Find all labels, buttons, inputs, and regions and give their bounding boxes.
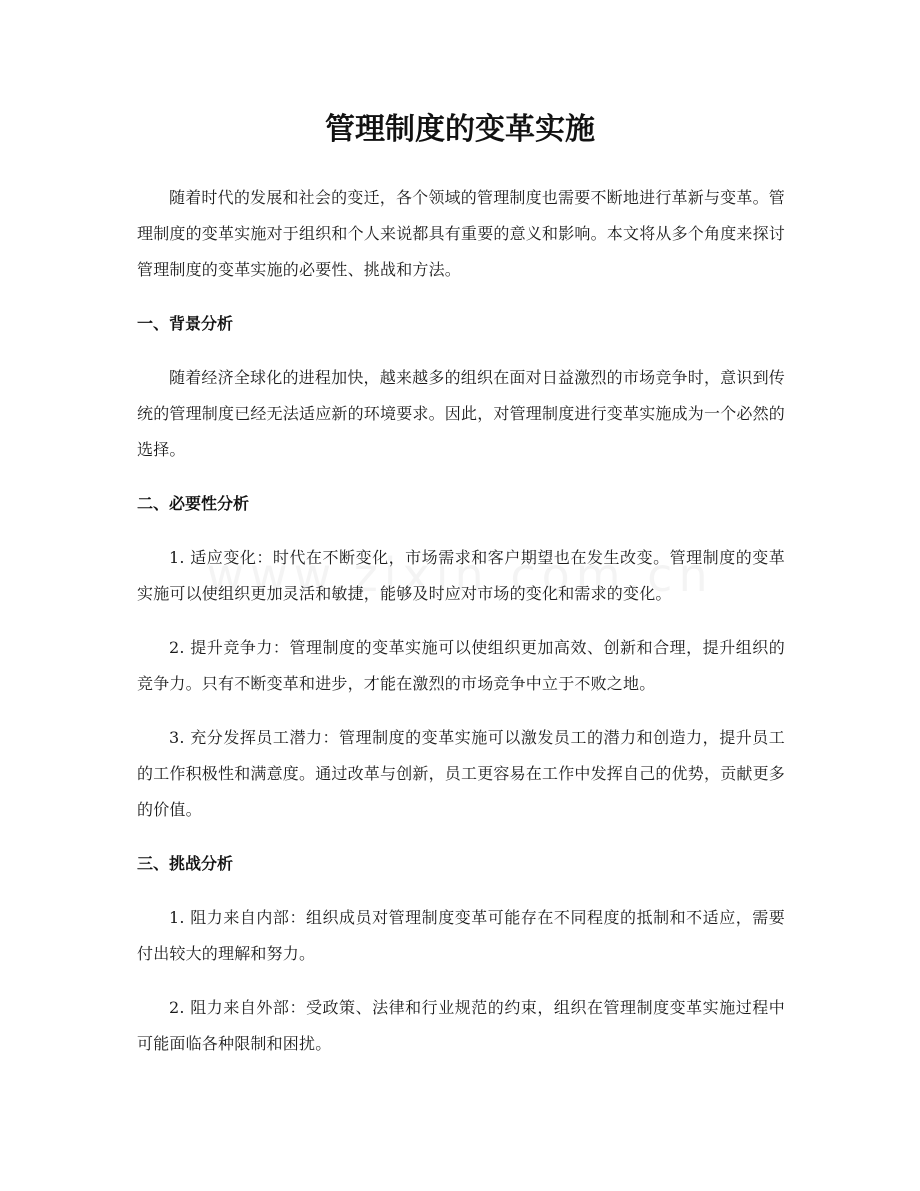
page-title: 管理制度的变革实施 xyxy=(325,112,595,147)
section-background xyxy=(137,306,785,468)
intro-paragraph: 随着时代的发展和社会的变迁，各个领域的管理制度也需要不断地进行革新与变革。管理制度的变革实施对于组织和个人来说都具有重要的意义和影响。本文将从多个角度来探讨管理制度的变革实施的必要性、挑战和方法。 xyxy=(137,188,786,279)
list-item: 1. 阻力来自内部：组织成员对管理制度变革可能存在不同程度的抵制和不适应，需要付出较大的理解和努力。 xyxy=(137,908,785,963)
list-item: 2. 提升竞争力：管理制度的变革实施可以使组织更加高效、创新和合理，提升组织的竞争力。只有不断变革和进步，才能在激烈的市场竞争中立于不败之地。 xyxy=(137,638,785,693)
section-paragraph: 随着经济全球化的进程加快，越来越多的组织在面对日益激烈的市场竞争时，意识到传统的管理制度已经无法适应新的环境要求。因此，对管理制度进行变革实施成为一个必然的选择。 xyxy=(137,368,786,459)
section-heading: 二、必要性分析 xyxy=(137,494,250,513)
section-heading: 一、背景分析 xyxy=(137,314,234,333)
section-challenges xyxy=(137,846,785,1062)
section-heading: 三、挑战分析 xyxy=(137,854,234,873)
section-necessity xyxy=(137,486,785,828)
list-item: 3. 充分发挥员工潜力：管理制度的变革实施可以激发员工的潜力和创造力，提升员工的工作积极性和满意度。通过改革与创新，员工更容易在工作中发挥自己的优势，贡献更多的价值。 xyxy=(137,728,786,819)
document-body xyxy=(137,180,785,1080)
list-item: 2. 阻力来自外部：受政策、法律和行业规范的约束，组织在管理制度变革实施过程中可能面临各种限制和困扰。 xyxy=(137,998,785,1053)
list-item: 1. 适应变化：时代在不断变化，市场需求和客户期望也在发生改变。管理制度的变革实施可以使组织更加灵活和敏捷，能够及时应对市场的变化和需求的变化。 xyxy=(137,548,785,603)
